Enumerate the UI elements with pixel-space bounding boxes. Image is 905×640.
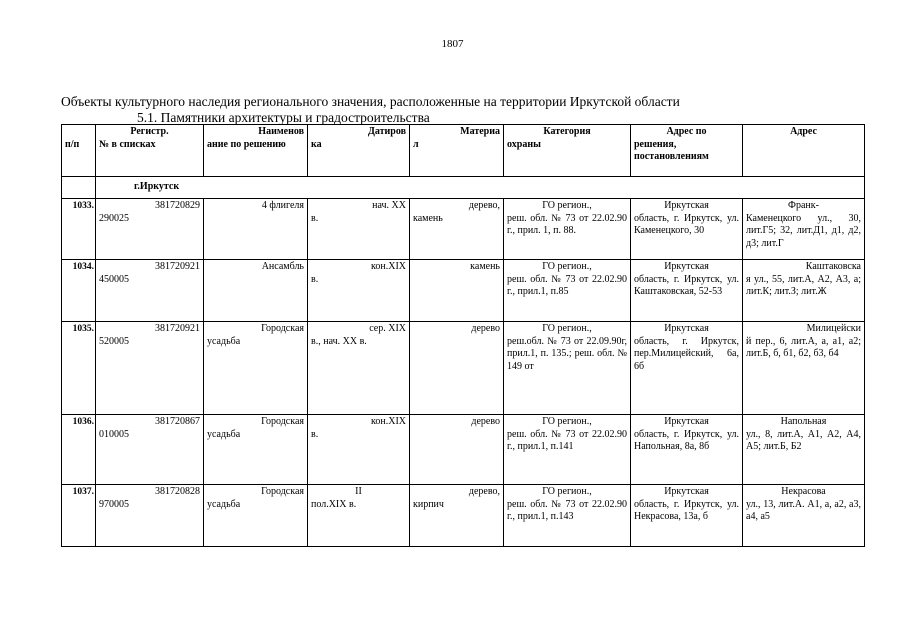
header-num: п/п	[62, 125, 96, 177]
object-name: Городская усадьба	[204, 415, 308, 485]
dating: сер. XIX в., нач. XX в.	[308, 322, 410, 415]
page-number: 1807	[441, 38, 464, 50]
row-number: 1033.	[62, 199, 96, 260]
protection-category: ГО регион., реш. обл. № 73 от 22.02.90 г., прил.1, п.143	[504, 485, 631, 547]
table-row	[62, 415, 865, 485]
section-row	[62, 177, 865, 199]
section-empty-cell	[62, 177, 96, 199]
reg-number: 381720828 970005	[96, 485, 204, 547]
heritage-table	[61, 124, 865, 547]
address: Милицейски й пер., 6, лит.А, а, а1, а2; лит.Б, б, б1, б2, б3, б4	[743, 322, 865, 415]
reg-number: 381720867 010005	[96, 415, 204, 485]
section-city: г.Иркутск	[96, 177, 865, 199]
reg-number: 381720829 290025	[96, 199, 204, 260]
header-name: Наименов ание по решению	[204, 125, 308, 177]
protection-category: ГО регион., реш. обл. № 73 от 22.02.90 г., прил. 1, п. 88.	[504, 199, 631, 260]
reg-number: 381720921 520005	[96, 322, 204, 415]
reg-number: 381720921 450005	[96, 260, 204, 322]
object-name: Городская усадьба	[204, 322, 308, 415]
table-header-row	[62, 125, 865, 177]
document-title: Объекты культурного наследия регионального значения, расположенные на территории Иркутской области	[61, 94, 680, 109]
object-name: 4 флигеля	[204, 199, 308, 260]
address: Напольная ул., 8, лит.А, А1, А2, А4, А5; лит.Б, Б2	[743, 415, 865, 485]
dating: нач. XX в.	[308, 199, 410, 260]
table-row	[62, 485, 865, 547]
table-row	[62, 199, 865, 260]
decision-address: Иркутская область, г. Иркутск, ул. Некрасова, 13а, б	[631, 485, 743, 547]
dating: кон.XIX в.	[308, 415, 410, 485]
row-number: 1037.	[62, 485, 96, 547]
header-date: Датиров ка	[308, 125, 410, 177]
protection-category: ГО регион., реш.обл. № 73 от 22.09.90г, прил.1, п. 135.; реш. обл. № 149 от	[504, 322, 631, 415]
material: дерево, кирпич	[410, 485, 504, 547]
object-name: Ансамбль	[204, 260, 308, 322]
decision-address: Иркутская область, г. Иркутск, ул. Каменецкого, 30	[631, 199, 743, 260]
dating: кон.XIX в.	[308, 260, 410, 322]
table-row	[62, 260, 865, 322]
row-number: 1034.	[62, 260, 96, 322]
object-name: Городская усадьба	[204, 485, 308, 547]
address: Каштаковска я ул., 55, лит.А, А2, А3, а; лит.К; лит.З; лит.Ж	[743, 260, 865, 322]
material: дерево, камень	[410, 199, 504, 260]
header-reg: Регистр. № в списках	[96, 125, 204, 177]
row-number: 1036.	[62, 415, 96, 485]
material: дерево	[410, 322, 504, 415]
address: Некрасова ул., 13, лит.А. А1, а, а2, а3, а4, а5	[743, 485, 865, 547]
address: Франк- Каменецкого ул., 30, лит.Г5; 32, лит.Д1, д1, д2, д3; лит.Г	[743, 199, 865, 260]
header-category: Категория охраны	[504, 125, 631, 177]
document-subtitle: 5.1. Памятники архитектуры и градостроительства	[137, 110, 430, 125]
row-number: 1035.	[62, 322, 96, 415]
dating: II пол.XIX в.	[308, 485, 410, 547]
material: камень	[410, 260, 504, 322]
protection-category: ГО регион., реш. обл. № 73 от 22.02.90 г., прил.1, п.85	[504, 260, 631, 322]
material: дерево	[410, 415, 504, 485]
protection-category: ГО регион., реш. обл. № 73 от 22.02.90 г., прил.1, п.141	[504, 415, 631, 485]
decision-address: Иркутская область, г. Иркутск, ул. Напольная, 8а, 8б	[631, 415, 743, 485]
decision-address: Иркутская область, г. Иркутск, пер.Милицейский, 6а, 6б	[631, 322, 743, 415]
header-address: Адрес	[743, 125, 865, 177]
table-row	[62, 322, 865, 415]
header-material: Материа л	[410, 125, 504, 177]
header-decision-address: Адрес по решения, постановлениям	[631, 125, 743, 177]
decision-address: Иркутская область, г. Иркутск, ул. Каштаковская, 52-53	[631, 260, 743, 322]
